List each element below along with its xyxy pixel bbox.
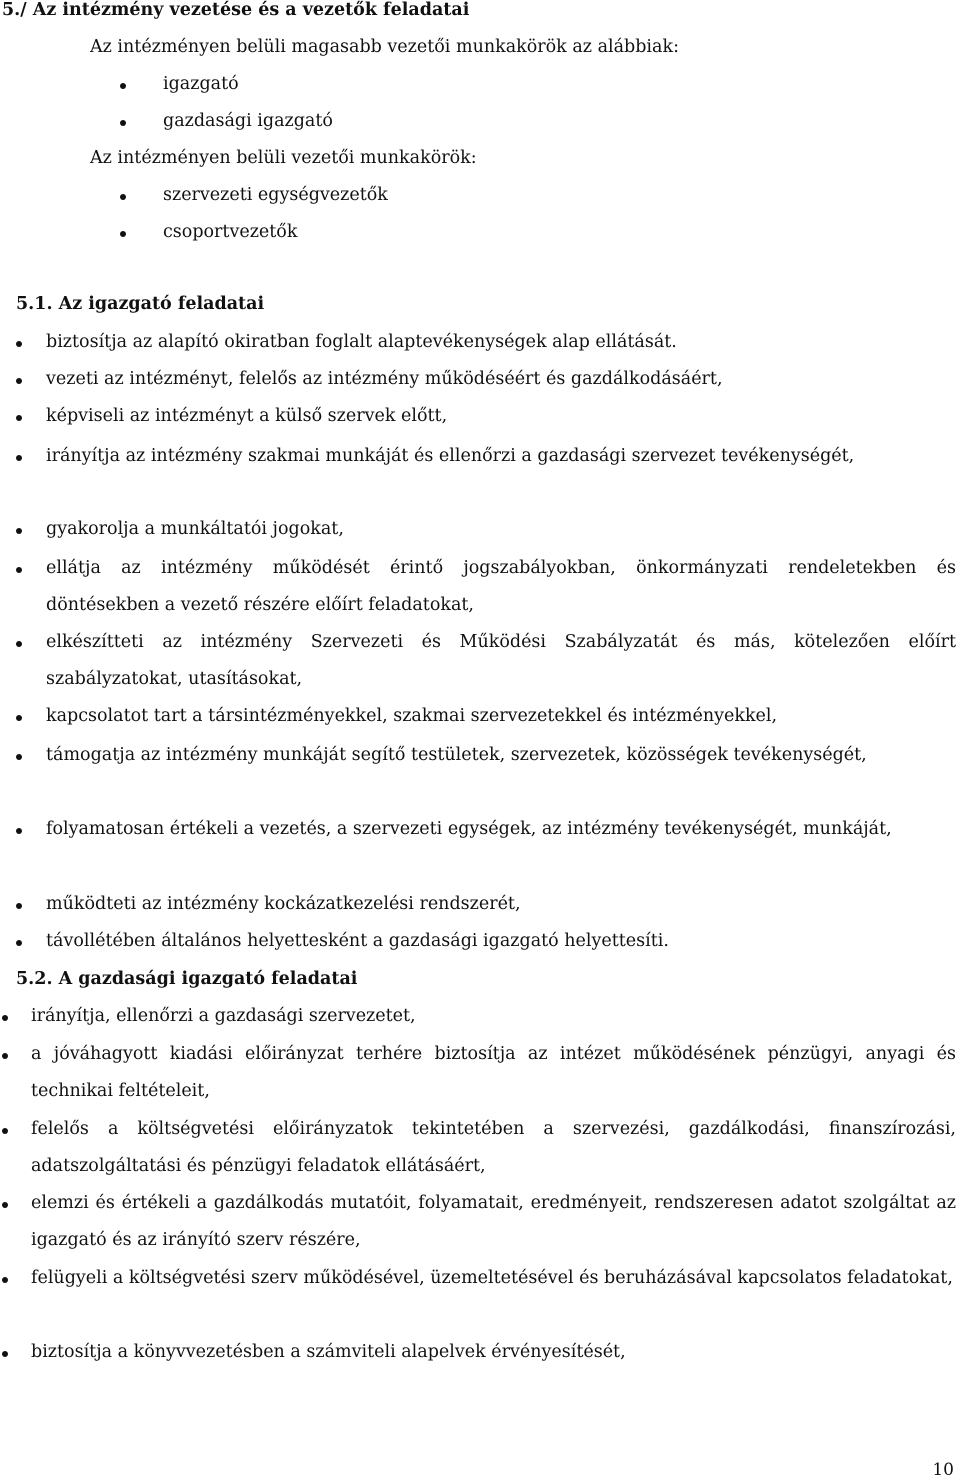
director-task-item: gyakorolja a munkáltatói jogokat, bbox=[46, 519, 344, 539]
leader-roles-intro: Az intézményen belüli vezetői munkakörök: bbox=[90, 148, 477, 168]
bullet-icon bbox=[2, 1202, 8, 1208]
director-task-item: folyamatosan értékeli a vezetés, a szervezeti egységek, az intézmény tevékenységét, munkáját, bbox=[46, 819, 892, 839]
bullet-icon bbox=[120, 231, 126, 237]
bullet-icon bbox=[2, 1128, 8, 1134]
leader-role-item: csoportvezetők bbox=[163, 222, 298, 242]
bullet-icon bbox=[16, 754, 22, 760]
bullet-icon bbox=[16, 828, 22, 834]
director-task-item: elkészítteti az intézmény Szervezeti és Működési Szabályzatát és más, kötelezően előírt szabályzatokat, utasításokat, bbox=[46, 632, 956, 689]
economic-director-task-item: elemzi és értékeli a gazdálkodás mutatóit, folyamatait, eredményeit, rendszeresen adatot szolgáltat az igazgató és az irányító szerv részére, bbox=[31, 1193, 956, 1250]
director-task-item: ellátja az intézmény működését érintő jogszabályokban, önkormányzati rendeletekben és döntésekben a vezető részére előírt feladatokat, bbox=[46, 558, 956, 615]
bullet-icon bbox=[16, 455, 22, 461]
economic-director-task-item: biztosítja a könyvvezetésben a számviteli alapelvek érvényesítését, bbox=[31, 1342, 626, 1362]
page-number: 10 bbox=[932, 1460, 954, 1480]
bullet-icon bbox=[16, 940, 22, 946]
bullet-icon bbox=[16, 567, 22, 573]
section-5-1-heading: 5.1. Az igazgató feladatai bbox=[16, 294, 265, 314]
bullet-icon bbox=[120, 120, 126, 126]
economic-director-task-item: irányítja, ellenőrzi a gazdasági szervezetet, bbox=[31, 1006, 416, 1026]
bullet-icon bbox=[2, 1277, 8, 1283]
economic-director-task-item: felügyeli a költségvetési szerv működésével, üzemeltetésével és beruházásával kapcsolatos feladatokat, bbox=[31, 1268, 953, 1288]
director-task-item: irányítja az intézmény szakmai munkáját és ellenőrzi a gazdasági szervezet tevékenységét, bbox=[46, 446, 855, 466]
director-task-item: vezeti az intézményt, felelős az intézmény működéséért és gazdálkodásáért, bbox=[46, 369, 723, 389]
bullet-icon bbox=[2, 1351, 8, 1357]
bullet-icon bbox=[16, 641, 22, 647]
director-task-item: távollétében általános helyettesként a gazdasági igazgató helyettesíti. bbox=[46, 931, 669, 951]
section-5-heading: 5./ Az intézmény vezetése és a vezetők feladatai bbox=[2, 0, 470, 20]
bullet-icon bbox=[16, 415, 22, 421]
higher-role-item: igazgató bbox=[163, 74, 239, 94]
section-5-2-heading: 5.2. A gazdasági igazgató feladatai bbox=[16, 969, 358, 989]
bullet-icon bbox=[16, 715, 22, 721]
bullet-icon bbox=[2, 1015, 8, 1021]
bullet-icon bbox=[16, 528, 22, 534]
bullet-icon bbox=[120, 83, 126, 89]
director-task-item: képviseli az intézményt a külső szervek előtt, bbox=[46, 406, 448, 426]
economic-director-task-item: a jóváhagyott kiadási előirányzat terhére biztosítja az intézet működésének pénzügyi, anyagi és technikai feltételeit, bbox=[31, 1044, 956, 1101]
bullet-icon bbox=[16, 903, 22, 909]
director-task-item: kapcsolatot tart a társintézményekkel, szakmai szervezetekkel és intézményekkel, bbox=[46, 706, 778, 726]
bullet-icon bbox=[16, 341, 22, 347]
economic-director-task-item: felelős a költségvetési előirányzatok tekintetében a szervezési, gazdálkodási, finanszírozási, adatszolgáltatási és pénzügyi feladatok ellátásáért, bbox=[31, 1119, 956, 1176]
leader-role-item: szervezeti egységvezetők bbox=[163, 185, 388, 205]
director-task-item: működteti az intézmény kockázatkezelési rendszerét, bbox=[46, 894, 521, 914]
director-task-item: támogatja az intézmény munkáját segítő testületek, szervezetek, közösségek tevékenységét, bbox=[46, 745, 867, 765]
bullet-icon bbox=[2, 1053, 8, 1059]
director-task-item: biztosítja az alapító okiratban foglalt alaptevékenységek alap ellátását. bbox=[46, 332, 677, 352]
higher-roles-intro: Az intézményen belüli magasabb vezetői munkakörök az alábbiak: bbox=[90, 37, 679, 57]
higher-role-item: gazdasági igazgató bbox=[163, 111, 333, 131]
bullet-icon bbox=[16, 378, 22, 384]
bullet-icon bbox=[120, 194, 126, 200]
